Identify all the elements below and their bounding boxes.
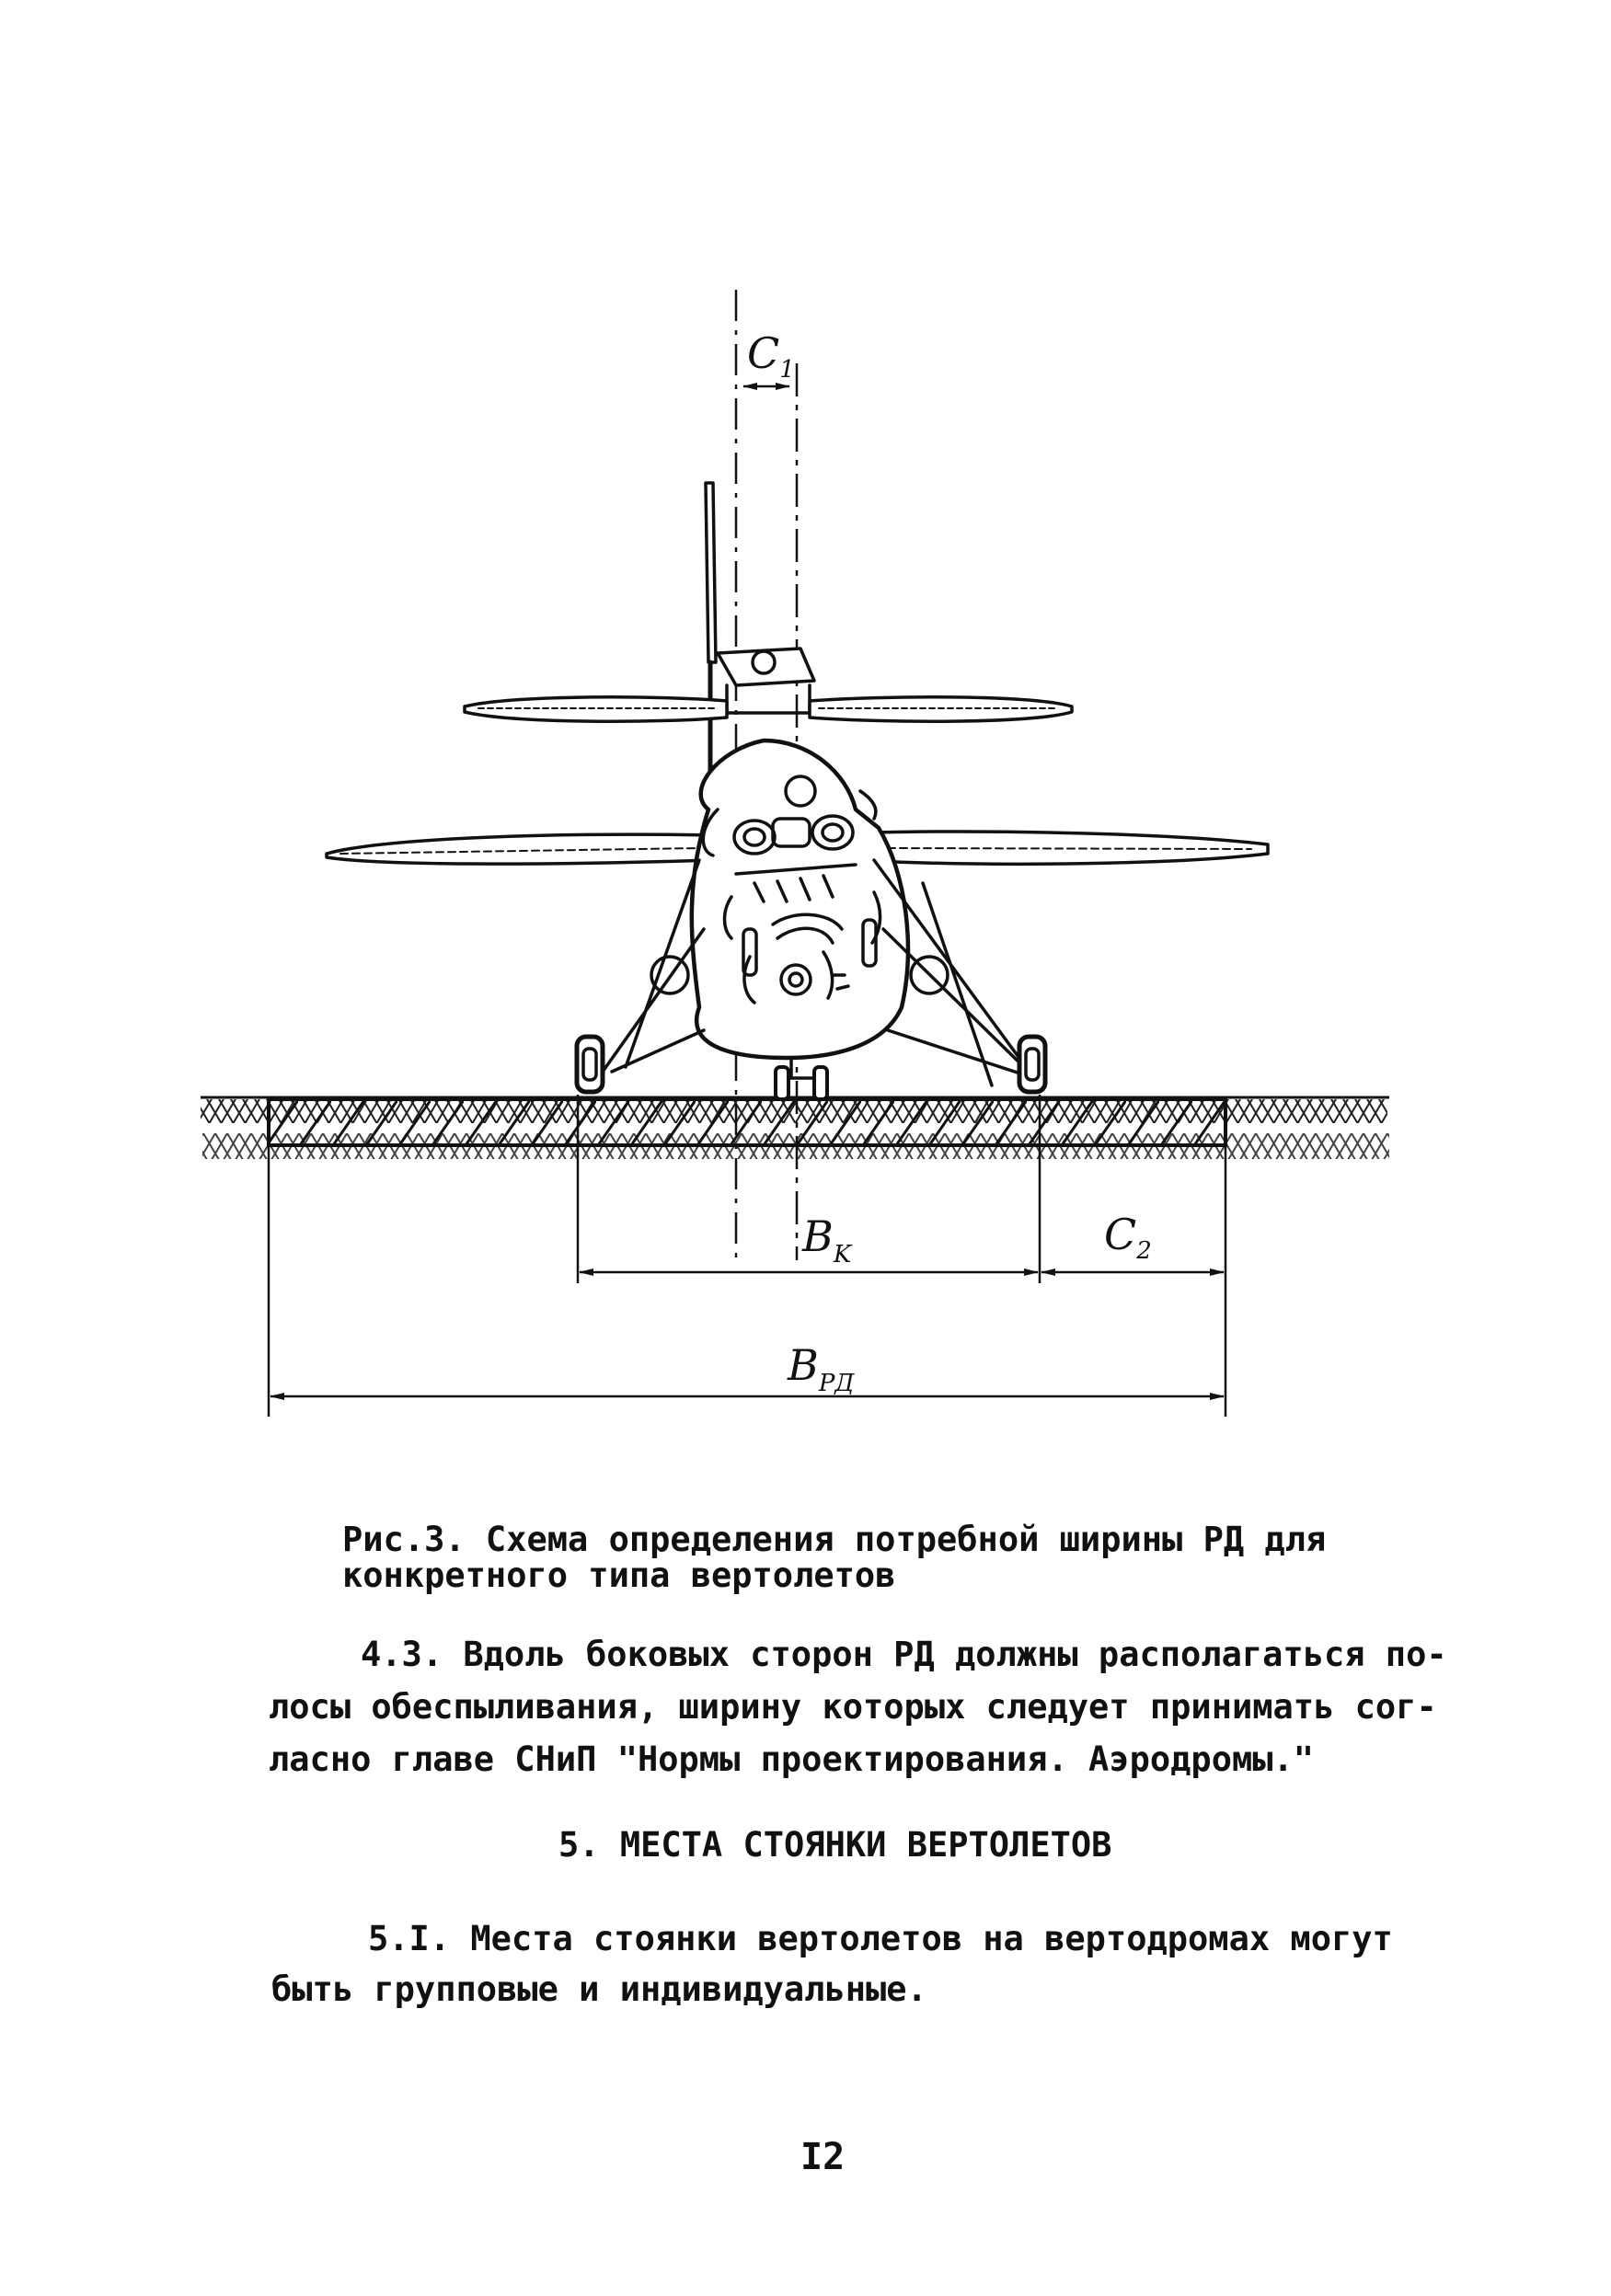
nose-wheel-right bbox=[814, 1067, 827, 1099]
paragraph-4-3-line-3: ласно главе СНиП "Нормы проектирования. Аэродромы." bbox=[269, 1739, 1315, 1779]
main-rotor-blade-upper bbox=[465, 697, 727, 722]
rotor-hub bbox=[718, 649, 814, 685]
paragraph-5-1-line-1: 5.I. Места стоянки вертолетов на вертодромах могут bbox=[368, 1919, 1393, 1958]
right-wheel bbox=[1019, 1037, 1045, 1092]
nose-wheel-left bbox=[776, 1067, 788, 1099]
section-5-heading: 5. МЕСТА СТОЯНКИ ВЕРТОЛЕТОВ bbox=[558, 1825, 1112, 1865]
label-c1: $C_1$ bbox=[747, 328, 795, 384]
label-c2: $C_2$ bbox=[1104, 1210, 1152, 1265]
label-brd: $B_{РД}$ bbox=[788, 1340, 855, 1397]
ground-section bbox=[201, 1097, 1389, 1159]
paragraph-5-1-line-2: быть групповые и индивидуальные. bbox=[271, 1969, 927, 2009]
tail-rotor-blade bbox=[706, 483, 716, 662]
label-bk: $B_K$ bbox=[802, 1211, 852, 1269]
page-number: I2 bbox=[800, 2136, 846, 2178]
paragraph-4-3-line-1: 4.3. Вдоль боковых сторон РД должны располагаться по- bbox=[361, 1635, 1447, 1674]
figure-caption-line-1: Рис.3. Схема определения потребной ширины РД для bbox=[342, 1520, 1327, 1559]
left-wheel bbox=[577, 1037, 603, 1092]
paragraph-4-3-line-2: лосы обеспыливания, ширину которых следует принимать сог- bbox=[269, 1687, 1437, 1727]
taxiway-pavement bbox=[269, 1099, 1226, 1145]
figure-caption-line-2: конкретного типа вертолетов bbox=[342, 1556, 896, 1595]
